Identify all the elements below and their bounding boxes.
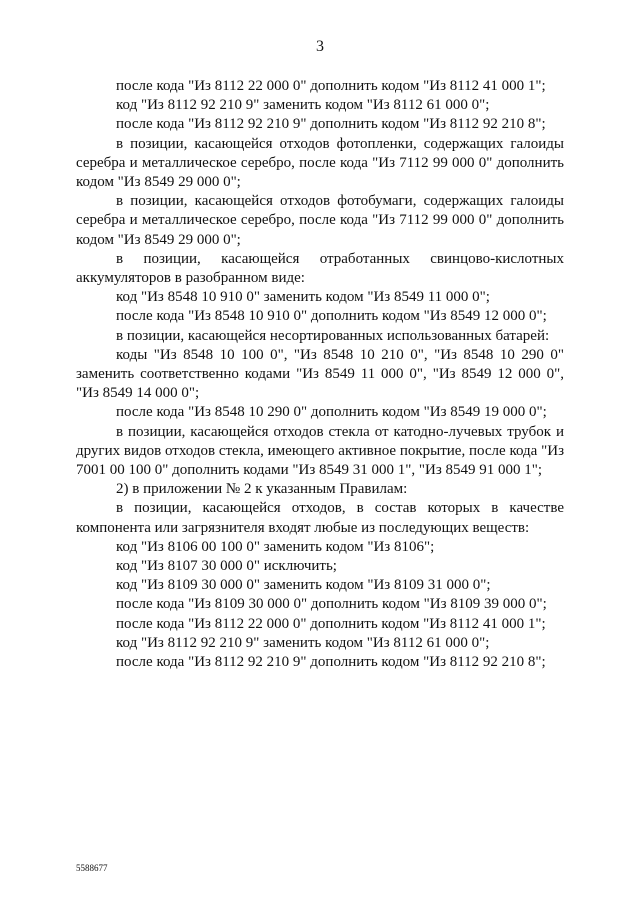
paragraph: коды "Из 8548 10 100 0", "Из 8548 10 210 0", "Из 8548 10 290 0" заменить соответственно кодами "Из 8549 11 000 0", "Из 8549 12 000 0", "Из 8549 14 000 0"; [76,346,564,402]
paragraph: после кода "Из 8548 10 290 0" дополнить кодом "Из 8549 19 000 0"; [116,404,547,421]
paragraph: в позиции, касающейся отходов стекла от катодно-лучевых трубок и других видов отходов стекла, имеющего активное покрытие, после кода "Из 7001 00 100 0" дополнить кодами "Из 8549 31 000 1", "Из 8549 91 000 1"; [76,423,564,479]
paragraph: после кода "Из 8112 92 210 9" дополнить кодом "Из 8112 92 210 8"; [116,116,546,133]
document-body [76,77,564,672]
paragraph: после кода "Из 8112 22 000 0" дополнить кодом "Из 8112 41 000 1"; [116,615,546,632]
paragraph: в позиции, касающейся отходов фотопленки, содержащих галоиды серебра и металлическое серебро, после кода "Из 7112 99 000 0" дополнить кодом "Из 8549 29 000 0"; [76,135,564,191]
paragraph: в позиции, касающейся отходов фотобумаги, содержащих галоиды серебра и металлическое серебро, после кода "Из 7112 99 000 0" дополнить кодом "Из 8549 29 000 0"; [76,193,564,248]
paragraph: код "Из 8106 00 100 0" заменить кодом "Из 8106"; [116,538,435,555]
paragraph: в позиции, касающейся отработанных свинцово-кислотных аккумуляторов в разобранном виде: [76,250,564,287]
paragraph: код "Из 8107 30 000 0" исключить; [116,558,337,575]
paragraph: после кода "Из 8548 10 910 0" дополнить кодом "Из 8549 12 000 0"; [116,308,547,325]
paragraph: код "Из 8112 92 210 9" заменить кодом "Из 8112 61 000 0"; [116,97,490,114]
paragraph: в позиции, касающейся несортированных использованных батарей: [116,327,550,344]
paragraph: в позиции, касающейся отходов, в состав которых в качестве компонента или загрязнителя входят любые из последующих веществ: [76,500,564,536]
paragraph: после кода "Из 8112 22 000 0" дополнить кодом "Из 8112 41 000 1"; [116,78,546,94]
paragraph: 2) в приложении № 2 к указанным Правилам: [116,481,408,498]
paragraph: после кода "Из 8109 30 000 0" дополнить кодом "Из 8109 39 000 0"; [116,596,547,613]
paragraph: после кода "Из 8112 92 210 9" дополнить кодом "Из 8112 92 210 8"; [116,654,546,671]
document-id: 5588677 [76,863,108,873]
page-number: 3 [316,38,324,55]
paragraph: код "Из 8109 30 000 0" заменить кодом "Из 8109 31 000 0"; [116,577,491,594]
paragraph: код "Из 8112 92 210 9" заменить кодом "Из 8112 61 000 0"; [116,634,490,651]
paragraph: код "Из 8548 10 910 0" заменить кодом "Из 8549 11 000 0"; [116,289,490,306]
